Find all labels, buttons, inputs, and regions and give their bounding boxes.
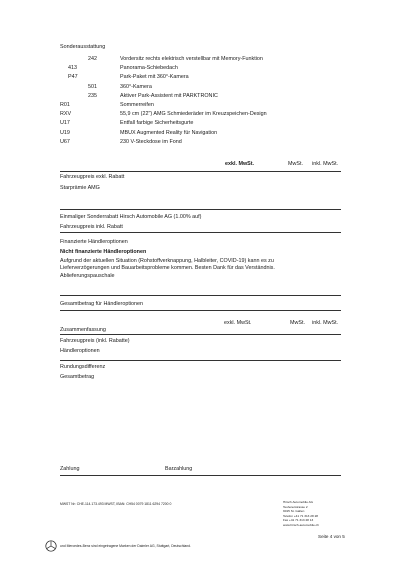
barzahlung-label: Barzahlung xyxy=(165,466,193,472)
zahlung-label: Zahlung xyxy=(60,466,80,472)
fahrzeugpreis-exkl-label: Fahrzeugpreis exkl. Rabatt xyxy=(60,174,125,180)
equipment-desc: Sommerreifen xyxy=(120,102,154,108)
address-line: Telefon +41 71 313 28 28 xyxy=(283,513,319,518)
nicht-finanzierte-label: Nicht finanzierte Händleroptionen xyxy=(60,249,147,255)
address-line: www.hirsch-automobile.ch xyxy=(283,523,319,527)
notice-line-1: Aufgrund der aktuellen Situation (Rohstoffverknappung, Halbleiter, COVID-19) kann es zu xyxy=(60,258,274,264)
equipment-desc: Park-Paket mit 360°-Kamera xyxy=(120,74,189,81)
trademark-line: und Mercedes-Benz sind eingetragene Marken der Daimler AG, Stuttgart, Deutschland. xyxy=(60,544,191,548)
col-mwst-header: MwSt. xyxy=(288,161,303,167)
equipment-code: U19 xyxy=(60,129,70,136)
sonderrabatt-label: Einmaliger Sonderrabatt Hirsch Automobile AG (1.00% auf) xyxy=(60,214,202,220)
section-title: Sonderausstattung xyxy=(60,44,106,50)
address-line: 9015 St. Gallen xyxy=(283,509,305,514)
notice-line-2: Lieferverzögerungen und Bauarbeitsprobleme kommen. Besten Dank für das Verständnis. xyxy=(60,265,275,271)
equipment-code: 413 xyxy=(68,65,77,72)
equipment-desc: Aktiver Park-Assistent mit PARKTRONIC xyxy=(120,92,218,99)
equipment-desc: Vordersitz rechts elektrisch verstellbar mit Memory-Funktion xyxy=(120,56,263,62)
equipment-desc: Entfall farbige Sicherheitsgurte xyxy=(120,120,194,127)
ablieferung-label: Ablieferungspauschale xyxy=(60,273,115,279)
equipment-code: RXV xyxy=(60,111,72,118)
divider xyxy=(60,334,341,335)
equipment-code: U67 xyxy=(60,138,70,145)
equipment-desc: 55,9 cm (22") AMG Schmiederäder im Kreuzspeichen-Design xyxy=(120,111,267,118)
page-number: Seite 4 von 5 xyxy=(318,534,345,539)
zusammenfassung-label: Zusammenfassung xyxy=(60,327,106,333)
equipment-code: R01 xyxy=(60,102,70,108)
equipment-desc: Panorama-Schiebedach xyxy=(120,65,178,72)
col-exkl-header-2: exkl. MwSt. xyxy=(224,320,252,326)
equipment-desc: 360°-Kamera xyxy=(120,83,152,90)
haendleroptionen-summary-label: Händleroptionen xyxy=(60,348,100,354)
equipment-code: 501 xyxy=(88,83,97,90)
address-line: Fax +41 71 313 28 13 xyxy=(283,518,314,523)
divider xyxy=(60,209,341,210)
divider xyxy=(60,475,341,476)
gesamtbetrag-label: Gesamtbetrag xyxy=(60,374,95,380)
starpraemie-label: Starprämie AMG xyxy=(60,185,100,191)
finanzierte-label: Finanzierte Händleroptionen xyxy=(60,239,128,245)
address-line: Teufenerstrasse 2 xyxy=(283,504,308,509)
col-inkl-header: inkl. MwSt. xyxy=(312,161,339,167)
fahrzeugpreis-inkl-label: Fahrzeugpreis inkl. Rabatt xyxy=(60,224,123,230)
equipment-desc: 230 V-Steckdose im Fond xyxy=(120,138,182,145)
equipment-desc: MBUX Augmented Reality für Navigation xyxy=(120,129,218,136)
divider xyxy=(60,360,341,361)
divider xyxy=(60,232,341,233)
mwst-id-line: MWST Nr: CHE-114.173.493 MWST, IBAN: CH54 0079 1811 6294 7200 0 xyxy=(60,502,172,506)
col-mwst-header-2: MwSt. xyxy=(290,320,305,326)
mercedes-star-icon xyxy=(45,540,57,552)
divider xyxy=(60,295,341,296)
divider xyxy=(60,171,341,172)
col-inkl-header-2: inkl. MwSt. xyxy=(312,320,339,326)
address-line: Hirsch Automobile AG xyxy=(283,500,314,504)
equipment-code: U17 xyxy=(60,120,70,127)
equipment-code: 235 xyxy=(88,92,97,99)
gesamtbetrag-haendler-label: Gesamtbetrag für Händleroptionen xyxy=(60,301,144,307)
col-exkl-header: exkl. MwSt. xyxy=(225,161,255,167)
equipment-code: 242 xyxy=(88,56,97,62)
equipment-code: P47 xyxy=(68,74,78,81)
divider xyxy=(60,310,341,311)
fahrzeugpreis-summary-label: Fahrzeugpreis (inkl. Rabatte) xyxy=(60,338,130,344)
rundungsdifferenz-label: Rundungsdifferenz xyxy=(60,364,106,370)
